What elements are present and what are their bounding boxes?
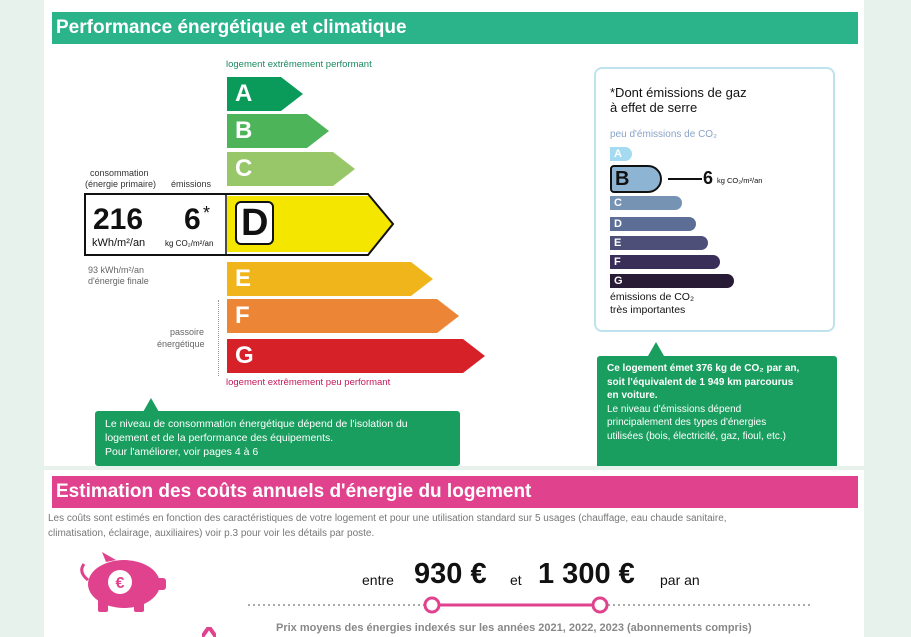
co2-high-caption-2: très importantes bbox=[610, 304, 686, 316]
section-separator bbox=[44, 466, 864, 470]
emissions-label: émissions bbox=[171, 179, 212, 189]
co2-class-letter: A bbox=[614, 148, 622, 160]
cost-range-scale bbox=[248, 595, 810, 615]
co2-class-letter: B bbox=[615, 168, 630, 190]
co2-unit: kg CO₂/m²/an bbox=[717, 176, 763, 185]
energy-class-letter: D bbox=[235, 201, 274, 245]
final-energy-value: 93 kWh/m²/an bbox=[88, 265, 145, 275]
energy-class-e bbox=[227, 262, 435, 296]
co2-note-pointer bbox=[648, 342, 664, 356]
euro-symbol: € bbox=[115, 575, 125, 592]
passoire-bracket bbox=[218, 300, 219, 376]
co2-high-caption-1: émissions de CO₂ bbox=[610, 291, 695, 303]
energy-class-letter: A bbox=[235, 80, 253, 107]
co2-title-1: *Dont émissions de gaz bbox=[610, 85, 747, 100]
costs-per-year: par an bbox=[660, 572, 700, 588]
costs-section-title: Estimation des coûts annuels d'énergie du logement bbox=[52, 476, 858, 508]
co2-note bbox=[597, 356, 837, 469]
co2-class-c bbox=[610, 196, 682, 210]
co2-title-2: à effet de serre bbox=[610, 100, 698, 115]
co2-note-line2: soit l'équivalent de 1 949 km parcourus bbox=[607, 376, 794, 388]
consumption-note-line1: Le niveau de consommation énergétique dépend de l'isolation du bbox=[105, 418, 408, 430]
piggy-bank-icon bbox=[76, 552, 168, 614]
consumption-note bbox=[95, 411, 460, 466]
energy-class-letter: F bbox=[235, 302, 250, 329]
bottom-caption: logement extrêmement peu performant bbox=[226, 377, 391, 388]
co2-class-letter: C bbox=[614, 197, 622, 209]
passoire-sublabel: énergétique bbox=[157, 339, 205, 349]
energy-class-c bbox=[227, 152, 357, 186]
co2-low-caption: peu d'émissions de CO₂ bbox=[610, 129, 717, 140]
consumption-value: 216 bbox=[93, 203, 144, 236]
co2-note-line5: principalement des types d'énergies bbox=[607, 417, 767, 428]
consumption-sublabel: (énergie primaire) bbox=[85, 179, 157, 189]
costs-description-2: climatisation, éclairage, auxiliaires) voir p.3 pour voir les détails par poste. bbox=[48, 528, 375, 539]
co2-class-letter: E bbox=[614, 237, 622, 249]
co2-class-letter: F bbox=[614, 256, 621, 268]
energy-class-g bbox=[227, 339, 487, 373]
energy-class-b bbox=[227, 114, 331, 148]
co2-class-letter: G bbox=[614, 275, 623, 287]
performance-section-title: Performance énergétique et climatique bbox=[52, 12, 858, 44]
emissions-star: * bbox=[203, 203, 211, 223]
top-caption: logement extrêmement performant bbox=[226, 59, 372, 70]
energy-class-f bbox=[227, 299, 461, 333]
co2-class-d bbox=[610, 217, 696, 231]
consumption-label: consommation bbox=[90, 168, 149, 178]
co2-leader-line bbox=[668, 178, 702, 180]
co2-class-f bbox=[610, 255, 720, 269]
left-margin bbox=[20, 0, 44, 637]
co2-value: 6 bbox=[703, 168, 714, 188]
note-pointer bbox=[143, 398, 159, 412]
energy-class-letter: C bbox=[235, 155, 253, 182]
costs-description-1: Les coûts sont estimés en fonction des caractéristiques de votre logement et pour une utilisation standard sur 5 usages (chauffage, eau chaude sanitaire, bbox=[48, 513, 727, 524]
co2-note-line6: utilisées (bois, électricité, gaz, fioul, etc.) bbox=[607, 430, 786, 442]
emissions-unit: kg CO₂/m²/an bbox=[165, 239, 214, 248]
costs-max: 1 300 € bbox=[538, 558, 635, 590]
co2-class-a bbox=[610, 147, 632, 161]
final-energy-label: d'énergie finale bbox=[88, 276, 149, 286]
co2-class-g bbox=[610, 274, 734, 288]
prices-note: Prix moyens des énergies indexés sur les années 2021, 2022, 2023 (abonnements compris) bbox=[276, 622, 752, 634]
co2-class-e bbox=[610, 236, 708, 250]
costs-min: 930 € bbox=[414, 558, 487, 590]
emissions-value: 6 bbox=[184, 203, 201, 236]
energy-class-a bbox=[227, 77, 305, 111]
co2-box bbox=[594, 67, 835, 332]
costs-between: entre bbox=[362, 572, 394, 588]
co2-class-letter: D bbox=[614, 218, 622, 230]
energy-class-letter: E bbox=[235, 265, 252, 292]
co2-note-line1: Ce logement émet 376 kg de CO₂ par an, bbox=[607, 363, 800, 374]
energy-class-letter: G bbox=[235, 342, 254, 369]
arrow-icon bbox=[202, 627, 216, 637]
energy-class-letter: B bbox=[235, 117, 253, 144]
co2-note-line3: en voiture. bbox=[607, 390, 658, 401]
consumption-note-line3: Pour l'améliorer, voir pages 4 à 6 bbox=[105, 446, 259, 458]
consumption-unit: kWh/m²/an bbox=[92, 237, 146, 249]
consumption-note-line2: logement et de la performance des équipements. bbox=[105, 432, 334, 444]
co2-note-line4: Le niveau d'émissions dépend bbox=[607, 403, 742, 415]
co2-class-b bbox=[610, 165, 662, 193]
costs-and: et bbox=[510, 572, 522, 588]
passoire-label: passoire bbox=[170, 327, 205, 337]
